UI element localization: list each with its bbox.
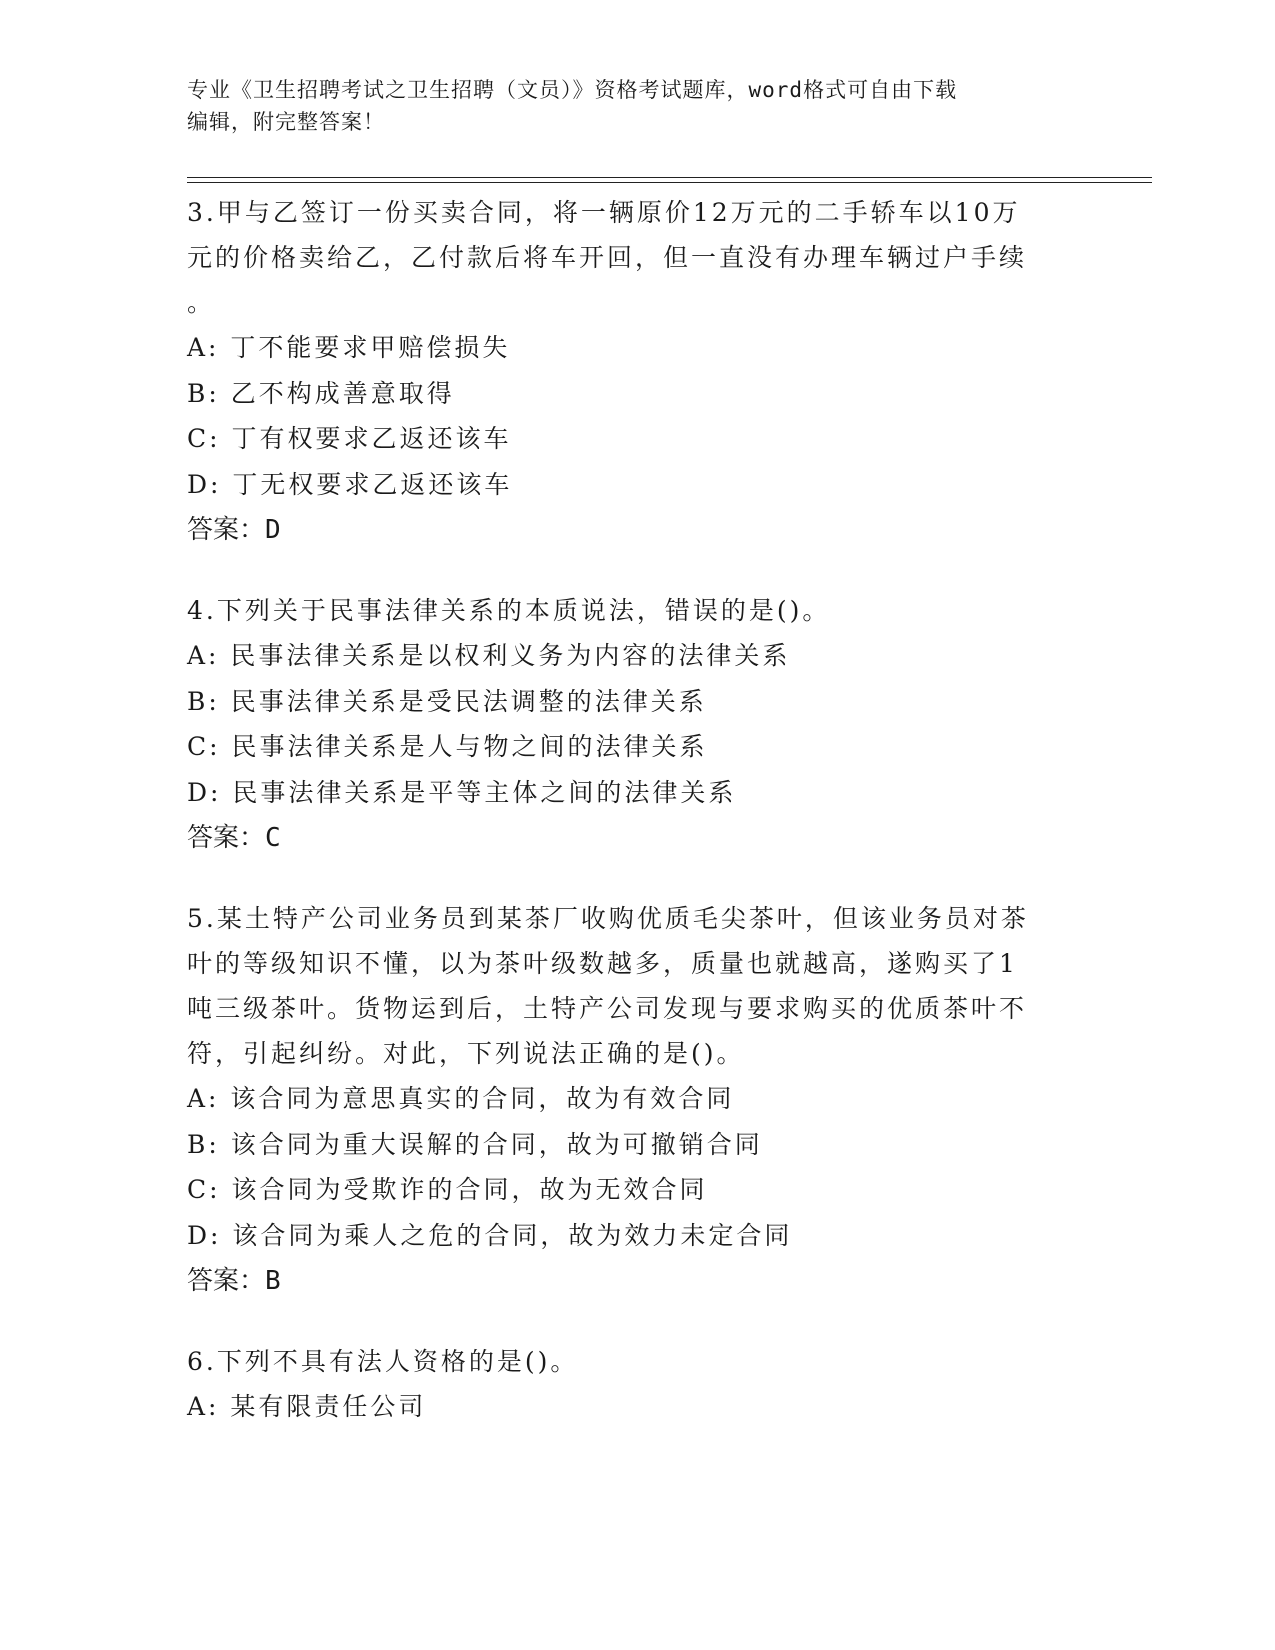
option-c: C: 该合同为受欺诈的合同，故为无效合同 (187, 1175, 708, 1204)
question-stem-line: 6.下列不具有法人资格的是()。 (187, 1347, 579, 1376)
option-b: B: 该合同为重大误解的合同，故为可撤销合同 (187, 1129, 763, 1159)
answer-value: B (265, 1266, 281, 1296)
answer-label: 答案： (187, 1266, 266, 1296)
document-header (187, 74, 1067, 138)
header-divider-bottom (187, 182, 1152, 183)
question-4 (187, 588, 1067, 861)
option-a: A: 该合同为意思真实的合同，故为有效合同 (187, 1084, 735, 1113)
answer-label: 答案： (187, 515, 266, 545)
option-d: D: 该合同为乘人之危的合同，故为效力未定合同 (187, 1220, 793, 1250)
question-stem-line: 吨三级茶叶。货物运到后，土特产公司发现与要求购买的优质茶叶不 (187, 994, 1028, 1023)
option-d: D: 丁无权要求乙返还该车 (187, 469, 513, 499)
question-stem-line: 3.甲与乙签订一份买卖合同，将一辆原价12万元的二手轿车以10万 (187, 198, 1021, 227)
question-list (187, 190, 1067, 1465)
option-a: A: 某有限责任公司 (187, 1392, 427, 1421)
answer-line (187, 815, 1067, 861)
option-b: B: 乙不构成善意取得 (187, 378, 455, 408)
header-divider-top (187, 177, 1152, 178)
answer-value: C (265, 823, 281, 853)
header-line-2: 编辑，附完整答案！ (187, 110, 385, 134)
question-6 (187, 1339, 1067, 1430)
answer-line (187, 507, 1067, 553)
option-d: D: 民事法律关系是平等主体之间的法律关系 (187, 777, 737, 807)
option-c: C: 民事法律关系是人与物之间的法律关系 (187, 732, 708, 761)
option-c: C: 丁有权要求乙返还该车 (187, 424, 512, 453)
question-stem-line: 符，引起纠纷。对此，下列说法正确的是()。 (187, 1039, 745, 1068)
header-line-1: 专业《卫生招聘考试之卫生招聘（文员）》资格考试题库，word格式可自由下载 (187, 78, 958, 102)
option-b: B: 民事法律关系是受民法调整的法律关系 (187, 686, 707, 716)
question-5 (187, 896, 1067, 1304)
option-a: A: 民事法律关系是以权利义务为内容的法律关系 (187, 641, 791, 670)
question-3 (187, 190, 1067, 553)
question-stem-line: 叶的等级知识不懂，以为茶叶级数越多，质量也就越高，遂购买了1 (187, 949, 1018, 978)
question-stem-line: 。 (187, 288, 216, 317)
option-a: A: 丁不能要求甲赔偿损失 (187, 333, 511, 362)
answer-label: 答案： (187, 823, 266, 853)
question-stem-line: 4.下列关于民事法律关系的本质说法，错误的是()。 (187, 596, 831, 625)
question-stem-line: 元的价格卖给乙，乙付款后将车开回，但一直没有办理车辆过户手续 (187, 243, 1028, 272)
answer-line (187, 1258, 1067, 1304)
answer-value: D (265, 515, 281, 545)
question-stem-line: 5.某土特产公司业务员到某茶厂收购优质毛尖茶叶，但该业务员对茶 (187, 904, 1029, 933)
